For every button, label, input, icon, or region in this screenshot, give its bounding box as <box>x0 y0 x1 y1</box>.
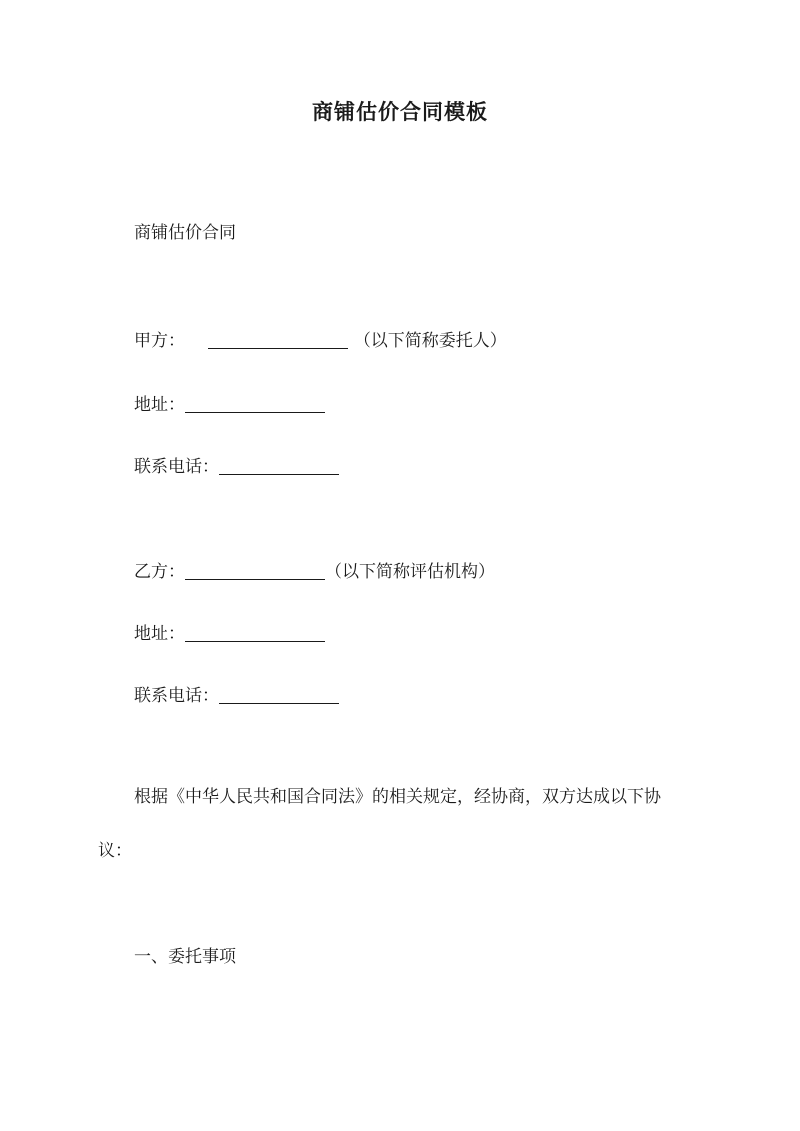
party-a-address-label: 地址： <box>134 395 185 415</box>
party-a-line <box>134 326 507 351</box>
party-b-address-label: 地址： <box>134 624 185 644</box>
party-b-address-line <box>134 619 325 644</box>
document-title: 商铺估价合同模板 <box>312 99 488 124</box>
section-1-heading: 一、委托事项 <box>134 947 236 967</box>
party-b-phone-label: 联系电话： <box>134 686 219 706</box>
intro-paragraph: 根据《中华人民共和国合同法》的相关规定，经协商，双方达成以下协议： <box>98 787 661 861</box>
party-a-phone-label: 联系电话： <box>134 457 219 477</box>
party-b-address-blank[interactable] <box>185 625 325 642</box>
party-a-blank[interactable] <box>208 332 348 349</box>
party-b-note: （以下简称评估机构） <box>325 562 495 582</box>
party-a-phone-line <box>134 452 339 477</box>
party-b-line <box>134 557 495 582</box>
party-b-phone-blank[interactable] <box>219 687 339 704</box>
party-a-phone-blank[interactable] <box>219 458 339 475</box>
party-b-blank[interactable] <box>185 563 325 580</box>
party-a-address-line <box>134 390 325 415</box>
party-b-label: 乙方： <box>134 562 185 582</box>
party-a-label: 甲方： <box>134 331 185 351</box>
party-a-note: （以下简称委托人） <box>353 331 507 351</box>
party-a-address-blank[interactable] <box>185 396 325 413</box>
contract-subtitle: 商铺估价合同 <box>134 223 236 243</box>
party-b-phone-line <box>134 681 339 706</box>
